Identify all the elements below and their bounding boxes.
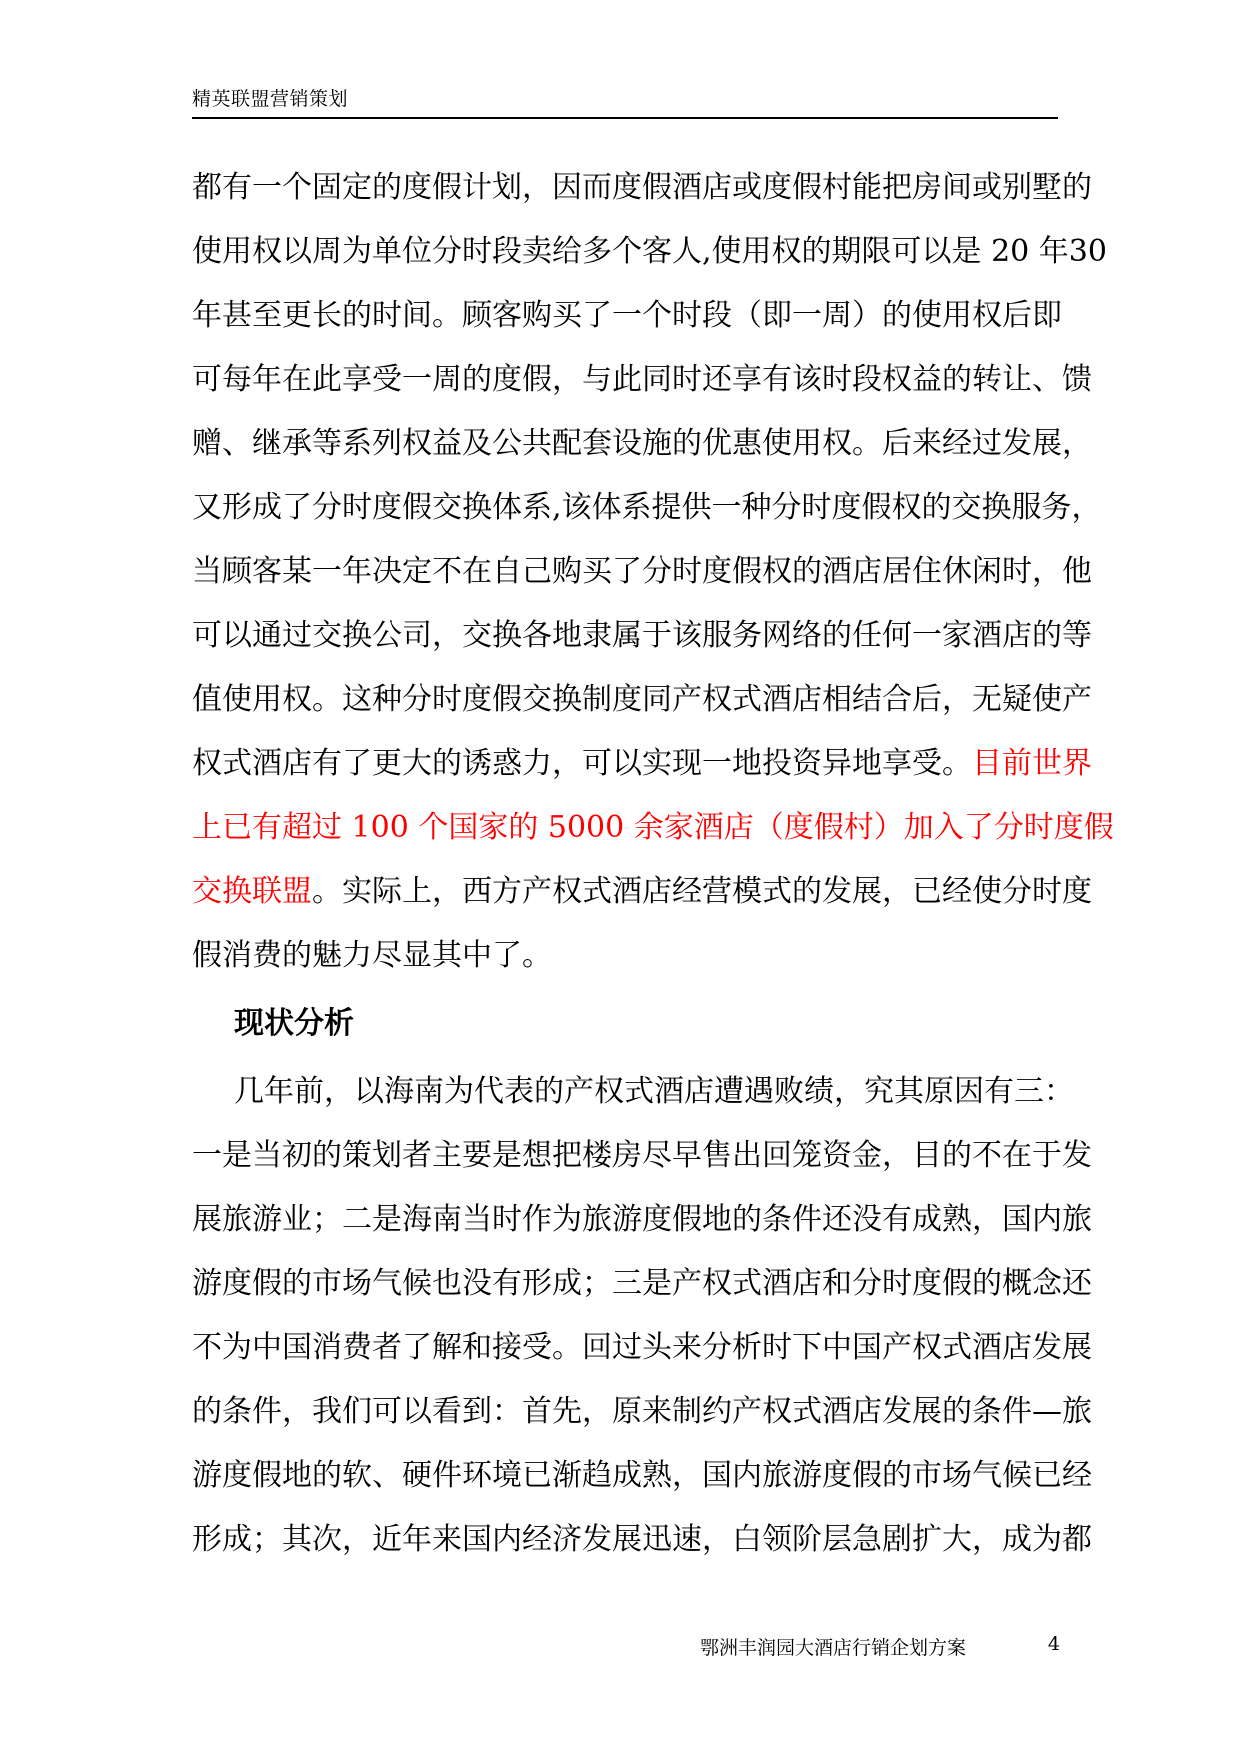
- text-line: 形成；其次，近年来国内经济发展迅速，白领阶层急剧扩大，成为都: [192, 1522, 1092, 1557]
- text-segment: 。实际上，西方产权式酒店经营模式的发展，已经使分时度: [312, 874, 1092, 909]
- highlighted-text-line: 上已有超过 100 个国家的 5000 余家酒店（度假村）加入了分时度假: [192, 810, 1114, 845]
- text-line-mixed: [192, 860, 1092, 924]
- text-line: 展旅游业；二是海南当时作为旅游度假地的条件还没有成熟，国内旅: [192, 1202, 1092, 1237]
- text-line-mixed: [192, 732, 1092, 796]
- document-body: [192, 156, 1114, 1572]
- text-line: 假消费的魅力尽显其中了。: [192, 938, 552, 973]
- text-line: 又形成了分时度假交换体系,该体系提供一种分时度假权的交换服务，: [192, 490, 1102, 525]
- header-title: 精英联盟营销策划: [192, 88, 349, 110]
- section-heading: 现状分析: [234, 1006, 354, 1041]
- text-line: 值使用权。这种分时度假交换制度同产权式酒店相结合后，无疑使产: [192, 682, 1092, 717]
- text-line: 都有一个固定的度假计划，因而度假酒店或度假村能把房间或别墅的: [192, 170, 1092, 205]
- text-line: 年甚至更长的时间。顾客购买了一个时段（即一周）的使用权后即: [192, 298, 1062, 333]
- text-line: 可以通过交换公司，交换各地隶属于该服务网络的任何一家酒店的等: [192, 618, 1092, 653]
- highlighted-text: 目前世界: [972, 746, 1092, 781]
- page-header: [192, 84, 1058, 119]
- highlighted-text: 交换联盟: [192, 874, 312, 909]
- page-number: 4: [1047, 1633, 1060, 1655]
- text-line: 使用权以周为单位分时段卖给多个客人,使用权的期限可以是 20 年30: [192, 234, 1107, 269]
- text-line: 一是当初的策划者主要是想把楼房尽早售出回笼资金，目的不在于发: [192, 1138, 1092, 1173]
- text-line: 赠、继承等系列权益及公共配套设施的优惠使用权。后来经过发展，: [192, 426, 1092, 461]
- text-line: 游度假的市场气候也没有形成；三是产权式酒店和分时度假的概念还: [192, 1266, 1092, 1301]
- text-line: 当顾客某一年决定不在自己购买了分时度假权的酒店居住休闲时，他: [192, 554, 1092, 589]
- text-line: 游度假地的软、硬件环境已渐趋成熟，国内旅游度假的市场气候已经: [192, 1458, 1092, 1493]
- text-line: 的条件，我们可以看到：首先，原来制约产权式酒店发展的条件—旅: [192, 1394, 1092, 1429]
- text-segment: 权式酒店有了更大的诱惑力，可以实现一地投资异地享受。: [192, 746, 972, 781]
- text-line: 可每年在此享受一周的度假，与此同时还享有该时段权益的转让、馈: [192, 362, 1092, 397]
- text-line: 不为中国消费者了解和接受。回过头来分析时下中国产权式酒店发展: [192, 1330, 1092, 1365]
- footer-title: 鄂洲丰润园大酒店行销企划方案: [700, 1637, 967, 1659]
- text-line: 几年前，以海南为代表的产权式酒店遭遇败绩，究其原因有三：: [234, 1074, 1074, 1109]
